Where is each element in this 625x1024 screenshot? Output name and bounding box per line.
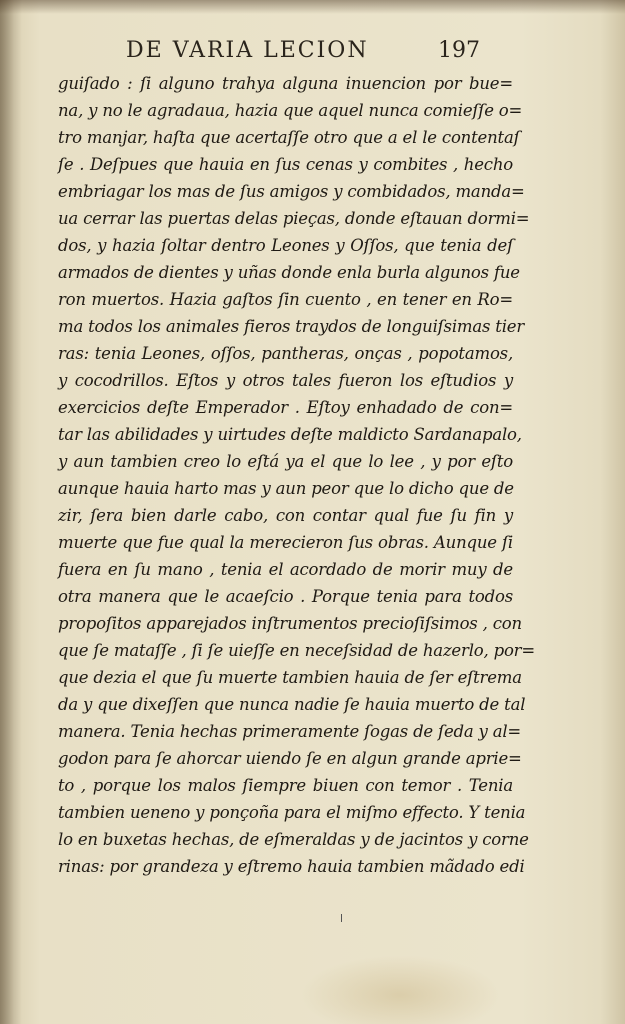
text-line: y aun tambien creo lo eſtá ya el que lo lee , y por eſto <box>58 452 513 471</box>
text-line: dos, y hazia ſoltar dentro Leones y Oſſos, que tenia deſ <box>58 236 513 255</box>
text-line: que dezia el que ſu muerte tambien hauia de ſer eſtrema <box>58 668 522 687</box>
running-head: DE VARIA LECION <box>126 38 369 63</box>
page-gutter-shadow <box>0 0 22 1024</box>
text-line: y cocodrillos. Eſtos y otros tales fueron los eſtudios y <box>58 371 513 390</box>
text-line: zir, ſera bien darle cabo, con contar qual fue ſu fin y <box>58 506 513 525</box>
text-line: da y que dixeſſen que nunca nadie ſe hauia muerto de tal <box>58 695 526 714</box>
text-line: exercicios deſte Emperador . Eſtoy enhadado de con= <box>58 398 513 417</box>
text-line: rinas: por grandeza y eſtremo hauia tambien mãdado edi <box>58 857 525 876</box>
text-line: ma todos los animales fieros traydos de longuiſsimas tier <box>58 317 525 336</box>
text-line: otra manera que le acaeſcio . Porque tenia para todos <box>58 587 513 606</box>
text-line: lo en buxetas hechas, de eſmeraldas y de jacintos y corne <box>58 830 529 849</box>
text-line: tambien ueneno y ponçoña para el miſmo effecto. Y tenia <box>58 803 526 822</box>
text-line: ras: tenia Leones, oſſos, pantheras, onças , popotamos, <box>58 344 513 363</box>
page-number: 197 <box>438 38 480 63</box>
text-line: na, y no le agradaua, hazia que aquel nunca comieſſe o= <box>58 101 523 120</box>
text-line: muerte que fue qual la merecieron ſus obras. Aunque ſi <box>58 533 513 552</box>
page-top-edge <box>0 0 625 14</box>
text-line: guiſado : ſi alguno trahya alguna inuencion por bue= <box>58 74 513 93</box>
body-text <box>58 70 535 880</box>
text-line: fuera en ſu mano , tenia el acordado de morir muy de <box>58 560 513 579</box>
text-line: tro manjar, haſta que acertaſſe otro que a el le contentaſ <box>58 128 520 147</box>
text-line: ua cerrar las puertas delas pieças, donde eſtauan dormi= <box>58 209 530 228</box>
text-line: manera. Tenia hechas primeramente ſogas de ſeda y al= <box>58 722 522 741</box>
text-line: ron muertos. Hazia gaſtos ſin cuento , en tener en Ro= <box>58 290 513 309</box>
text-line: armados de dientes y uñas donde enla burla algunos fue <box>58 263 520 282</box>
text-line: tar las abilidades y uirtudes deſte maldicto Sardanapalo, <box>58 425 522 444</box>
text-line: embriagar los mas de ſus amigos y combidados, manda= <box>58 182 525 201</box>
text-line: ſe . Deſpues que hauia en ſus cenas y combites , hecho <box>58 155 513 174</box>
text-line: godon para ſe ahorcar uiendo ſe en algun grande aprie= <box>58 749 522 768</box>
text-line: to , porque los malos ſiempre biuen con temor . Tenia <box>58 776 513 795</box>
text-line: que ſe mataſſe , ſi ſe uieſſe en neceſsidad de hazerlo, por= <box>58 641 535 660</box>
paper-stain <box>300 955 500 1024</box>
text-line: propoſitos apparejados inſtrumentos precioſiſsimos , con <box>58 614 522 633</box>
text-line: aunque hauia harto mas y aun peor que lo dicho que de <box>58 479 514 498</box>
ink-mark <box>341 914 342 922</box>
page-header <box>126 38 526 68</box>
